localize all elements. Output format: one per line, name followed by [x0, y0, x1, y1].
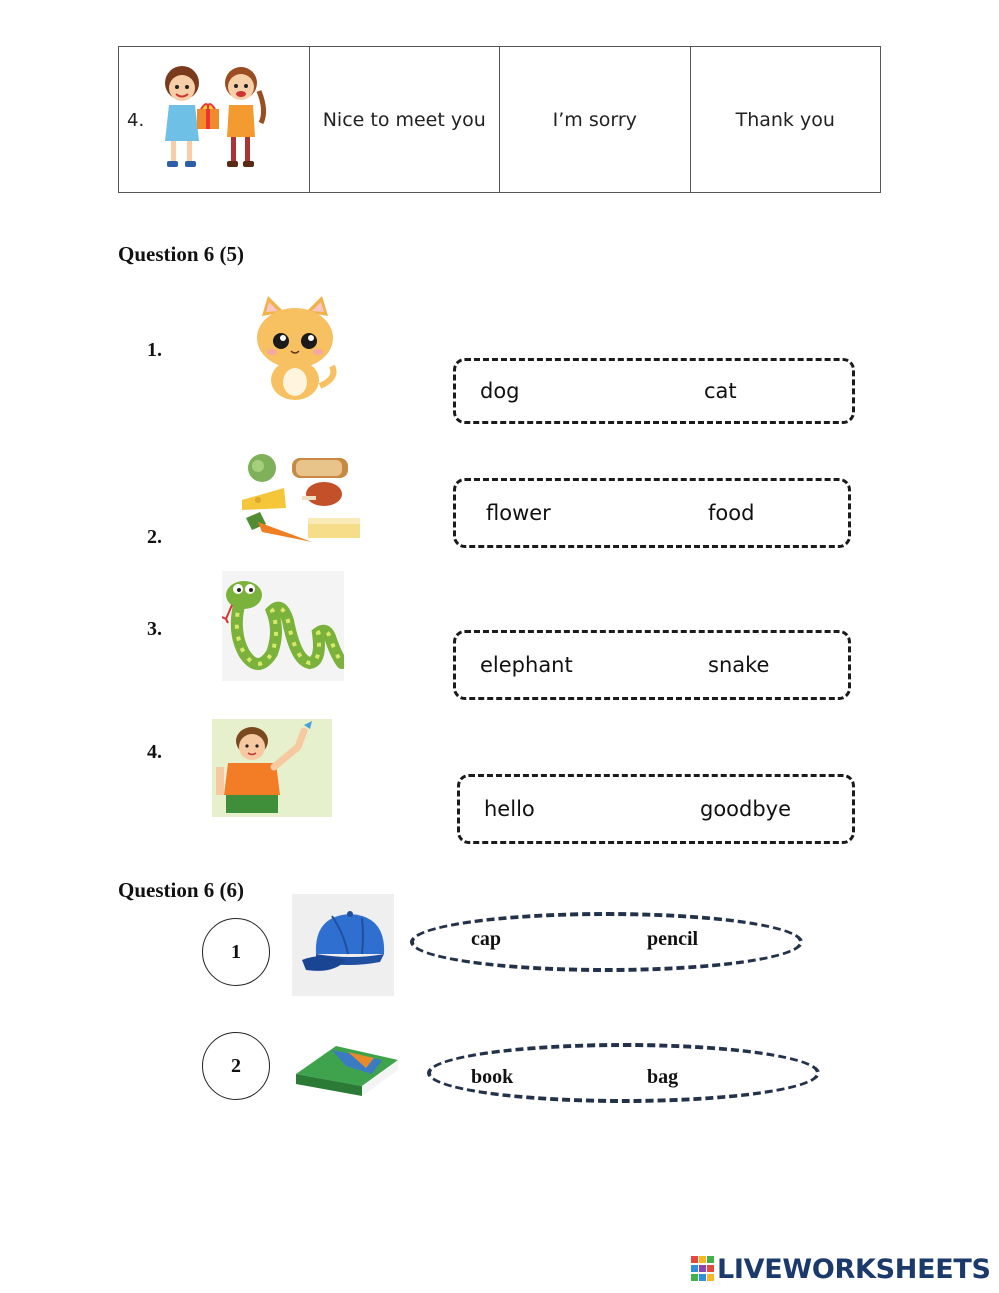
word-goodbye[interactable]: goodbye	[700, 797, 792, 821]
boy-waving-icon	[212, 719, 332, 817]
cap-icon	[292, 894, 394, 996]
table-row	[119, 47, 881, 193]
word-bag[interactable]: bag	[647, 1066, 679, 1088]
item-number: 2.	[147, 526, 162, 548]
item-number: 4.	[147, 741, 162, 763]
answer-table	[118, 46, 881, 193]
footer-logo[interactable]	[691, 1252, 991, 1286]
word-cat[interactable]: cat	[704, 379, 737, 403]
number-circle: 2	[202, 1032, 270, 1100]
table-cell-image	[119, 47, 310, 193]
cat-icon	[250, 296, 340, 400]
word-dog[interactable]: dog	[480, 379, 520, 403]
word-pencil[interactable]: pencil	[647, 928, 699, 950]
option-im-sorry[interactable]: I’m sorry	[500, 47, 691, 193]
option-thank-you[interactable]: Thank you	[690, 47, 881, 193]
choice-oval	[410, 912, 803, 972]
number-circle: 1	[202, 918, 270, 986]
choice-box	[453, 358, 855, 424]
choice-oval	[427, 1043, 820, 1103]
word-food[interactable]: food	[708, 501, 755, 525]
choice-box	[453, 478, 851, 548]
item-number: 3.	[147, 618, 162, 640]
choice-box	[453, 630, 851, 700]
children-gift-icon	[149, 61, 279, 179]
liveworksheets-logo-icon	[691, 1256, 715, 1282]
option-nice-to-meet-you[interactable]: Nice to meet you	[309, 47, 500, 193]
word-book[interactable]: book	[471, 1066, 514, 1088]
choice-box	[457, 774, 855, 844]
word-elephant[interactable]: elephant	[480, 653, 573, 677]
row-number: 4.	[127, 109, 145, 131]
snake-icon	[222, 571, 344, 681]
word-flower[interactable]: flower	[486, 501, 551, 525]
word-hello[interactable]: hello	[484, 797, 535, 821]
brand-name: LIVEWORKSHEETS	[717, 1253, 991, 1285]
book-icon	[292, 1030, 402, 1104]
section-title-q6-5: Question 6 (5)	[118, 242, 244, 266]
word-cap[interactable]: cap	[471, 928, 501, 950]
food-icon	[238, 452, 366, 548]
item-number: 1.	[147, 339, 162, 361]
word-snake[interactable]: snake	[708, 653, 770, 677]
section-title-q6-6: Question 6 (6)	[118, 878, 244, 902]
